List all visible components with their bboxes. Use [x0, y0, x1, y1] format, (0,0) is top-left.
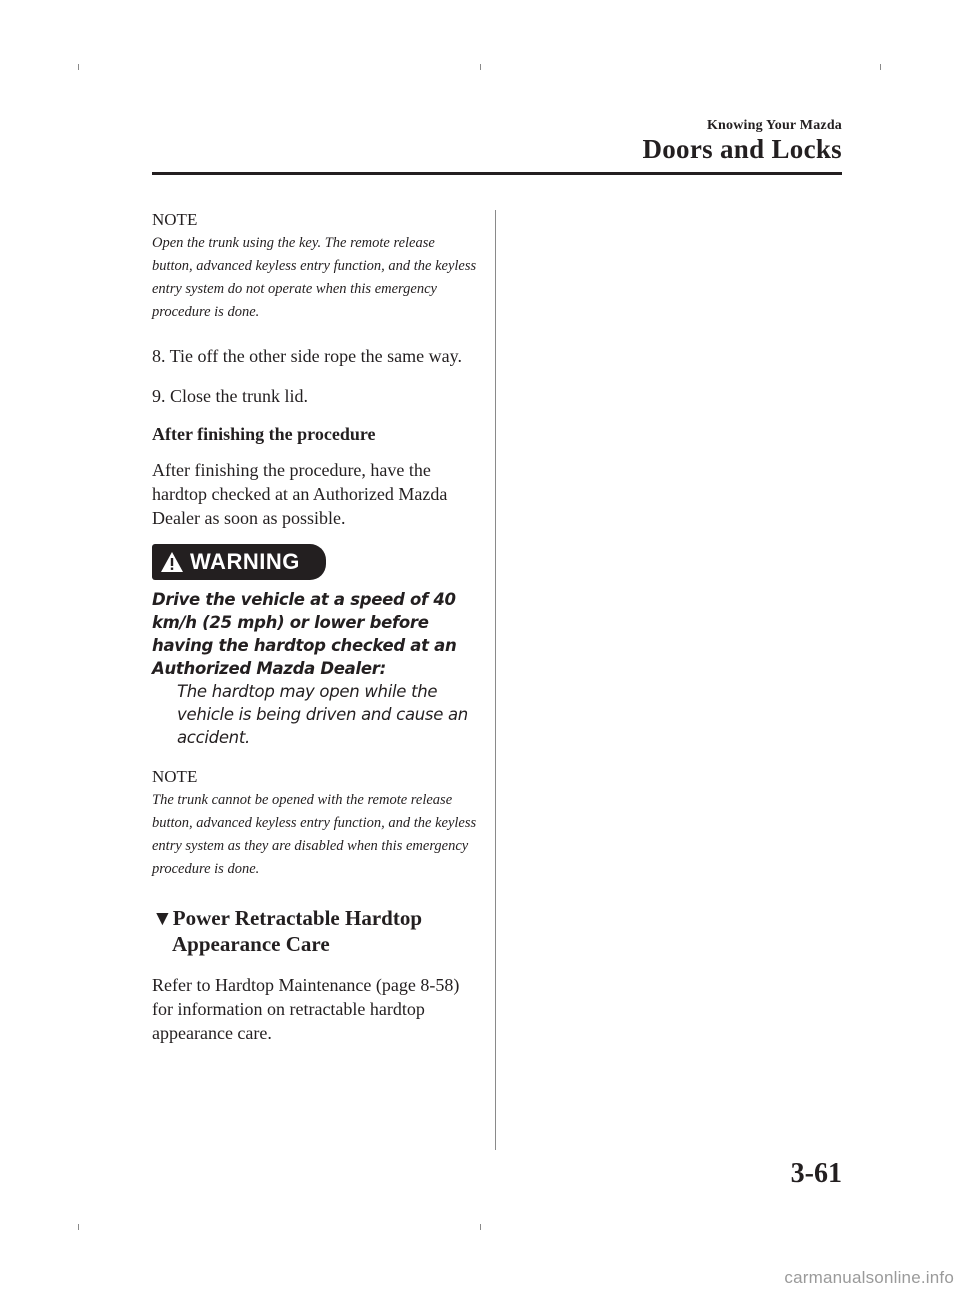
warning-text: Drive the vehicle at a speed of 40 km/h (25 mph) or lower before having the hardtop checked at an Authorized Mazda Dealer:	[152, 590, 457, 678]
section-heading	[152, 905, 477, 957]
triangle-down-icon: ▼	[152, 906, 173, 930]
section-title: Doors and Locks	[642, 134, 842, 164]
step-9: 9. Close the trunk lid.	[152, 386, 308, 406]
header-rule	[152, 172, 842, 175]
crop-mark	[480, 1224, 481, 1230]
after-procedure-heading: After finishing the procedure	[152, 424, 376, 444]
crop-mark	[480, 64, 481, 70]
crop-mark	[880, 64, 881, 70]
after-procedure-text: After finishing the procedure, have the hardtop checked at an Authorized Mazda Dealer as soon as possible.	[152, 460, 448, 528]
left-column	[152, 210, 477, 1045]
note-label: NOTE	[152, 767, 198, 786]
note-text: The trunk cannot be opened with the remote release button, advanced keyless entry function, and the keyless entry system as they are disabled when this emergency procedure is done.	[152, 792, 477, 877]
warning-subtext: The hardtop may open while the vehicle is being driven and cause an accident.	[177, 682, 468, 747]
note-text: Open the trunk using the key. The remote release button, advanced keyless entry function, and the keyless entry system do not operate when this emergency procedure is done.	[152, 235, 477, 320]
warning-label: WARNING	[190, 549, 300, 574]
section-heading-text: Power Retractable Hardtop Appearance Care	[172, 906, 423, 956]
note-label: NOTE	[152, 210, 198, 229]
column-divider	[495, 210, 496, 1150]
page-number: 3-61	[790, 1158, 842, 1189]
warning-badge	[152, 544, 326, 580]
crop-mark	[78, 1224, 79, 1230]
crop-mark	[78, 64, 79, 70]
chapter-title: Knowing Your Mazda	[706, 118, 842, 133]
watermark: carmanualsonline.info	[784, 1268, 954, 1287]
section-text: Refer to Hardtop Maintenance (page 8-58) for information on retractable hardtop appearance care.	[152, 975, 460, 1043]
warning-triangle-icon	[160, 551, 184, 573]
step-8: 8. Tie off the other side rope the same way.	[152, 346, 462, 366]
